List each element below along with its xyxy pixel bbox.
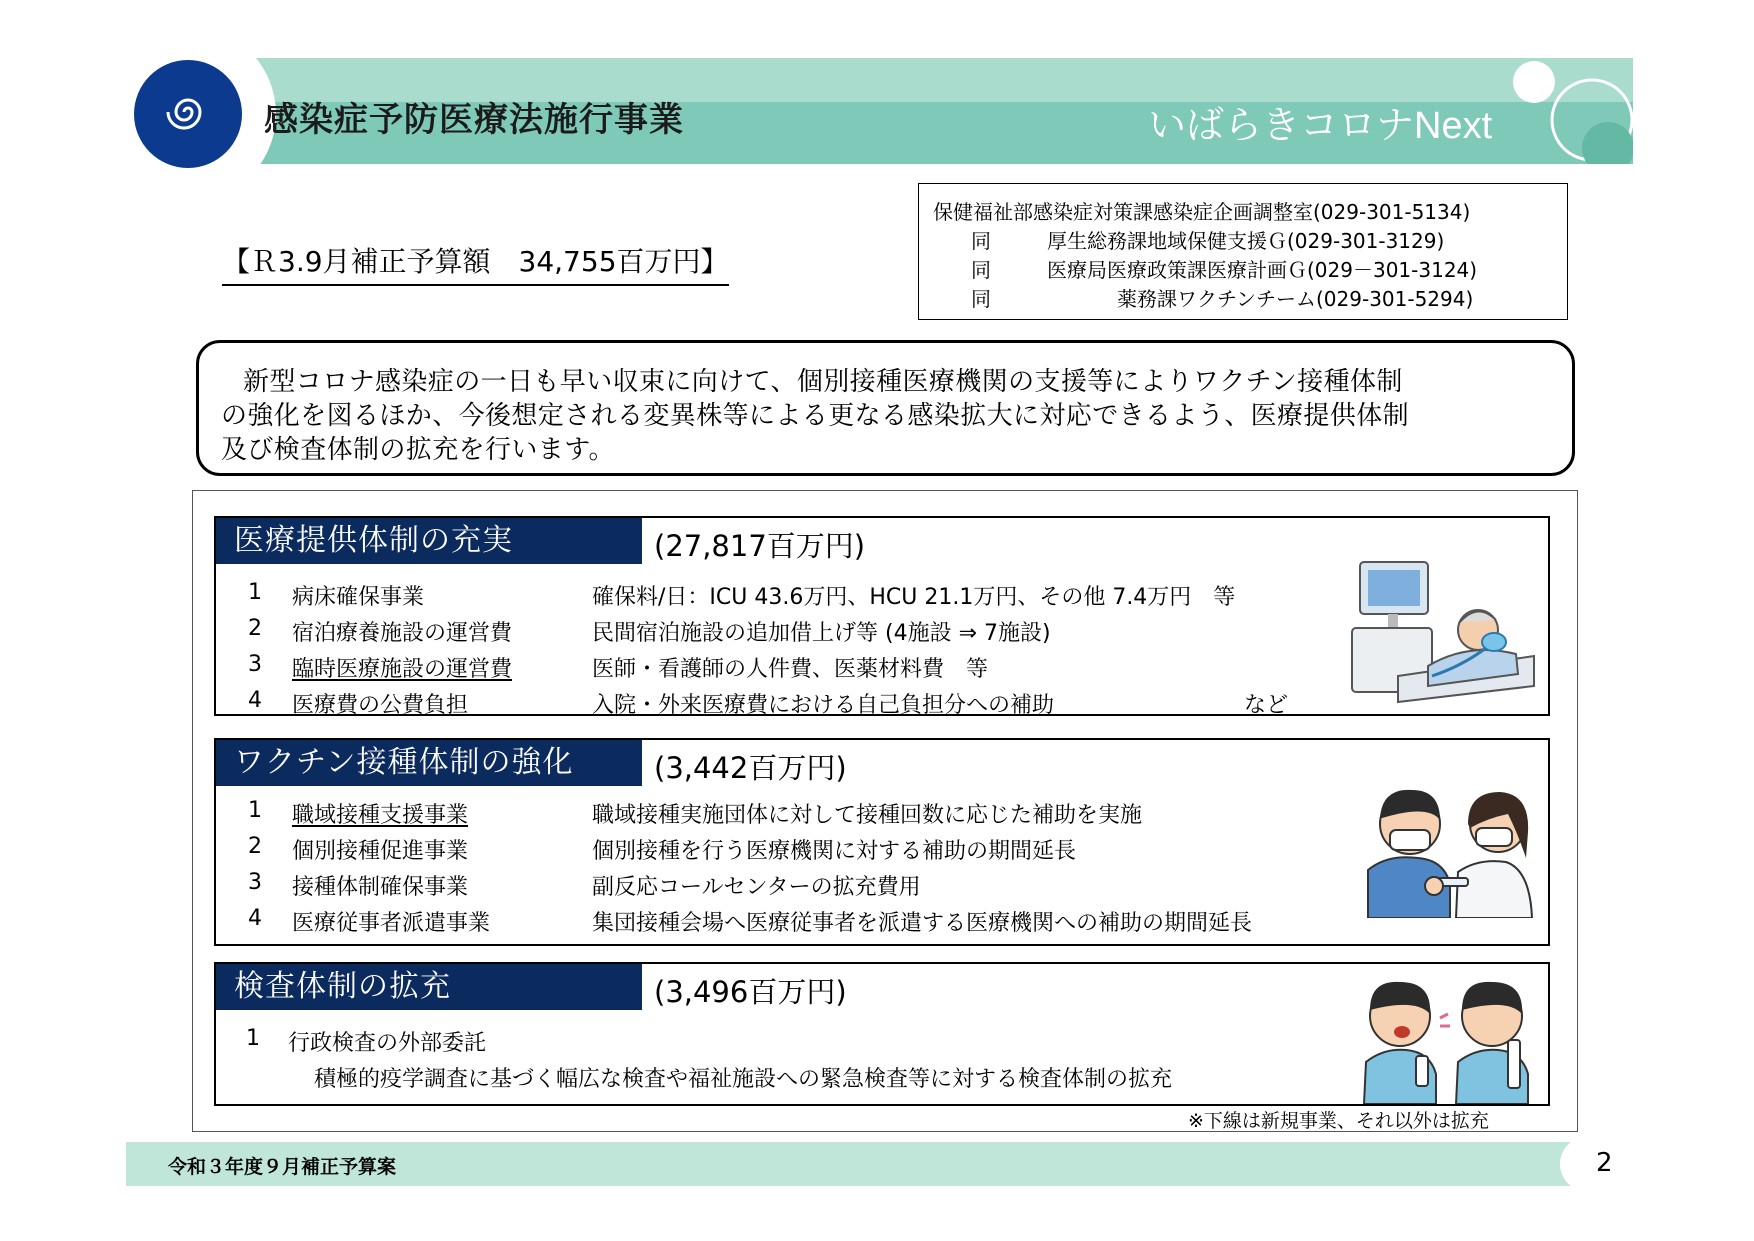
brand-decoration-icon bbox=[1500, 58, 1633, 164]
item-name: 個別接種促進事業 bbox=[292, 839, 469, 864]
contact-line-1: 保健福祉部感染症対策課感染症企画調整室(029-301-5134) bbox=[933, 200, 1471, 224]
vaccination-icon bbox=[1358, 774, 1538, 918]
summary-line-1: 新型コロナ感染症の一日も早い収束に向けて、個別接種医療機関の支援等によりワクチン接種体制 bbox=[243, 367, 1403, 397]
section-budget: (27,817百万円) bbox=[654, 529, 866, 563]
section-testing bbox=[214, 962, 1550, 1106]
item-number: 4 bbox=[248, 906, 262, 931]
pcr-test-icon bbox=[1356, 970, 1540, 1104]
contact-same-mark: 同 bbox=[971, 258, 991, 282]
item-number: 1 bbox=[248, 798, 262, 823]
section-title: 検査体制の拡充 bbox=[216, 964, 642, 1010]
section-title: ワクチン接種体制の強化 bbox=[216, 740, 642, 786]
summary-line-2: の強化を図るほか、今後想定される変異株等による更なる感染拡大に対応できるよう、医療提供体制 bbox=[221, 401, 1410, 431]
contact-same-mark: 同 bbox=[971, 287, 991, 311]
item-name-new: 臨時医療施設の運営費 bbox=[292, 657, 513, 682]
contact-same-mark: 同 bbox=[971, 229, 991, 253]
page-number: 2 bbox=[1596, 1148, 1613, 1178]
contact-line-4: 薬務課ワクチンチーム(029-301-5294) bbox=[1117, 287, 1474, 311]
budget-total: 【Ｒ3.9月補正予算額 34,755百万円】 bbox=[222, 240, 729, 286]
item-number: 3 bbox=[248, 652, 262, 677]
item-name: 病床確保事業 bbox=[292, 585, 425, 610]
item-suffix: など bbox=[1244, 693, 1289, 718]
contact-line-3: 医療局医療政策課医療計画Ｇ(029－301-3124) bbox=[1047, 258, 1478, 282]
section-vaccination bbox=[214, 738, 1550, 946]
item-desc: 個別接種を行う医療機関に対する補助の期間延長 bbox=[592, 839, 1077, 864]
section-title: 医療提供体制の充実 bbox=[216, 518, 642, 564]
item-name: 接種体制確保事業 bbox=[292, 875, 469, 900]
footnote: ※下線は新規事業、それ以外は拡充 bbox=[1188, 1110, 1489, 1132]
summary-line-3: 及び検査体制の拡充を行います。 bbox=[221, 435, 615, 465]
item-desc: 積極的疫学調査に基づく幅広な検査や福祉施設への緊急検査等に対する検査体制の拡充 bbox=[314, 1067, 1173, 1092]
brand-name: いばらきコロナNext bbox=[1148, 105, 1493, 147]
swirl-logo-icon bbox=[150, 74, 226, 150]
footer-label: 令和３年度９月補正予算案 bbox=[168, 1156, 397, 1178]
page-number-badge bbox=[1560, 1136, 1624, 1192]
item-number: 1 bbox=[248, 580, 262, 605]
section-medical-care bbox=[214, 516, 1550, 716]
item-number: 1 bbox=[246, 1026, 260, 1051]
item-desc: 職域接種実施団体に対して接種回数に応じた補助を実施 bbox=[592, 803, 1143, 828]
item-number: 2 bbox=[248, 616, 262, 641]
item-desc: 集団接種会場へ医療従事者を派遣する医療機関への補助の期間延長 bbox=[592, 911, 1253, 936]
item-name: 医療従事者派遣事業 bbox=[292, 911, 491, 936]
summary-box bbox=[196, 340, 1575, 476]
item-desc: 医師・看護師の人件費、医薬材料費 等 bbox=[592, 657, 989, 682]
item-number: 3 bbox=[248, 870, 262, 895]
contact-line-2: 厚生総務課地域保健支援Ｇ(029-301-3129) bbox=[1047, 229, 1445, 253]
section-budget: (3,496百万円) bbox=[654, 975, 847, 1009]
item-desc: 副反応コールセンターの拡充費用 bbox=[592, 875, 921, 900]
hospital-patient-icon bbox=[1338, 556, 1538, 712]
item-desc: 民間宿泊施設の追加借上げ等 (4施設 ⇒ 7施設) bbox=[592, 621, 1051, 646]
item-desc: 確保料/日：ICU 43.6万円、HCU 21.1万円、その他 7.4万円 等 bbox=[592, 585, 1236, 610]
item-name: 医療費の公費負担 bbox=[292, 693, 469, 718]
item-number: 2 bbox=[248, 834, 262, 859]
item-name: 行政検査の外部委託 bbox=[288, 1031, 487, 1056]
item-name-new: 職域接種支援事業 bbox=[292, 803, 469, 828]
item-number: 4 bbox=[248, 688, 262, 713]
page-title: 感染症予防医療法施行事業 bbox=[264, 100, 684, 140]
item-name: 宿泊療養施設の運営費 bbox=[292, 621, 513, 646]
item-desc: 入院・外来医療費における自己負担分への補助 bbox=[592, 693, 1055, 718]
section-budget: (3,442百万円) bbox=[654, 751, 847, 785]
contact-box bbox=[918, 183, 1568, 320]
